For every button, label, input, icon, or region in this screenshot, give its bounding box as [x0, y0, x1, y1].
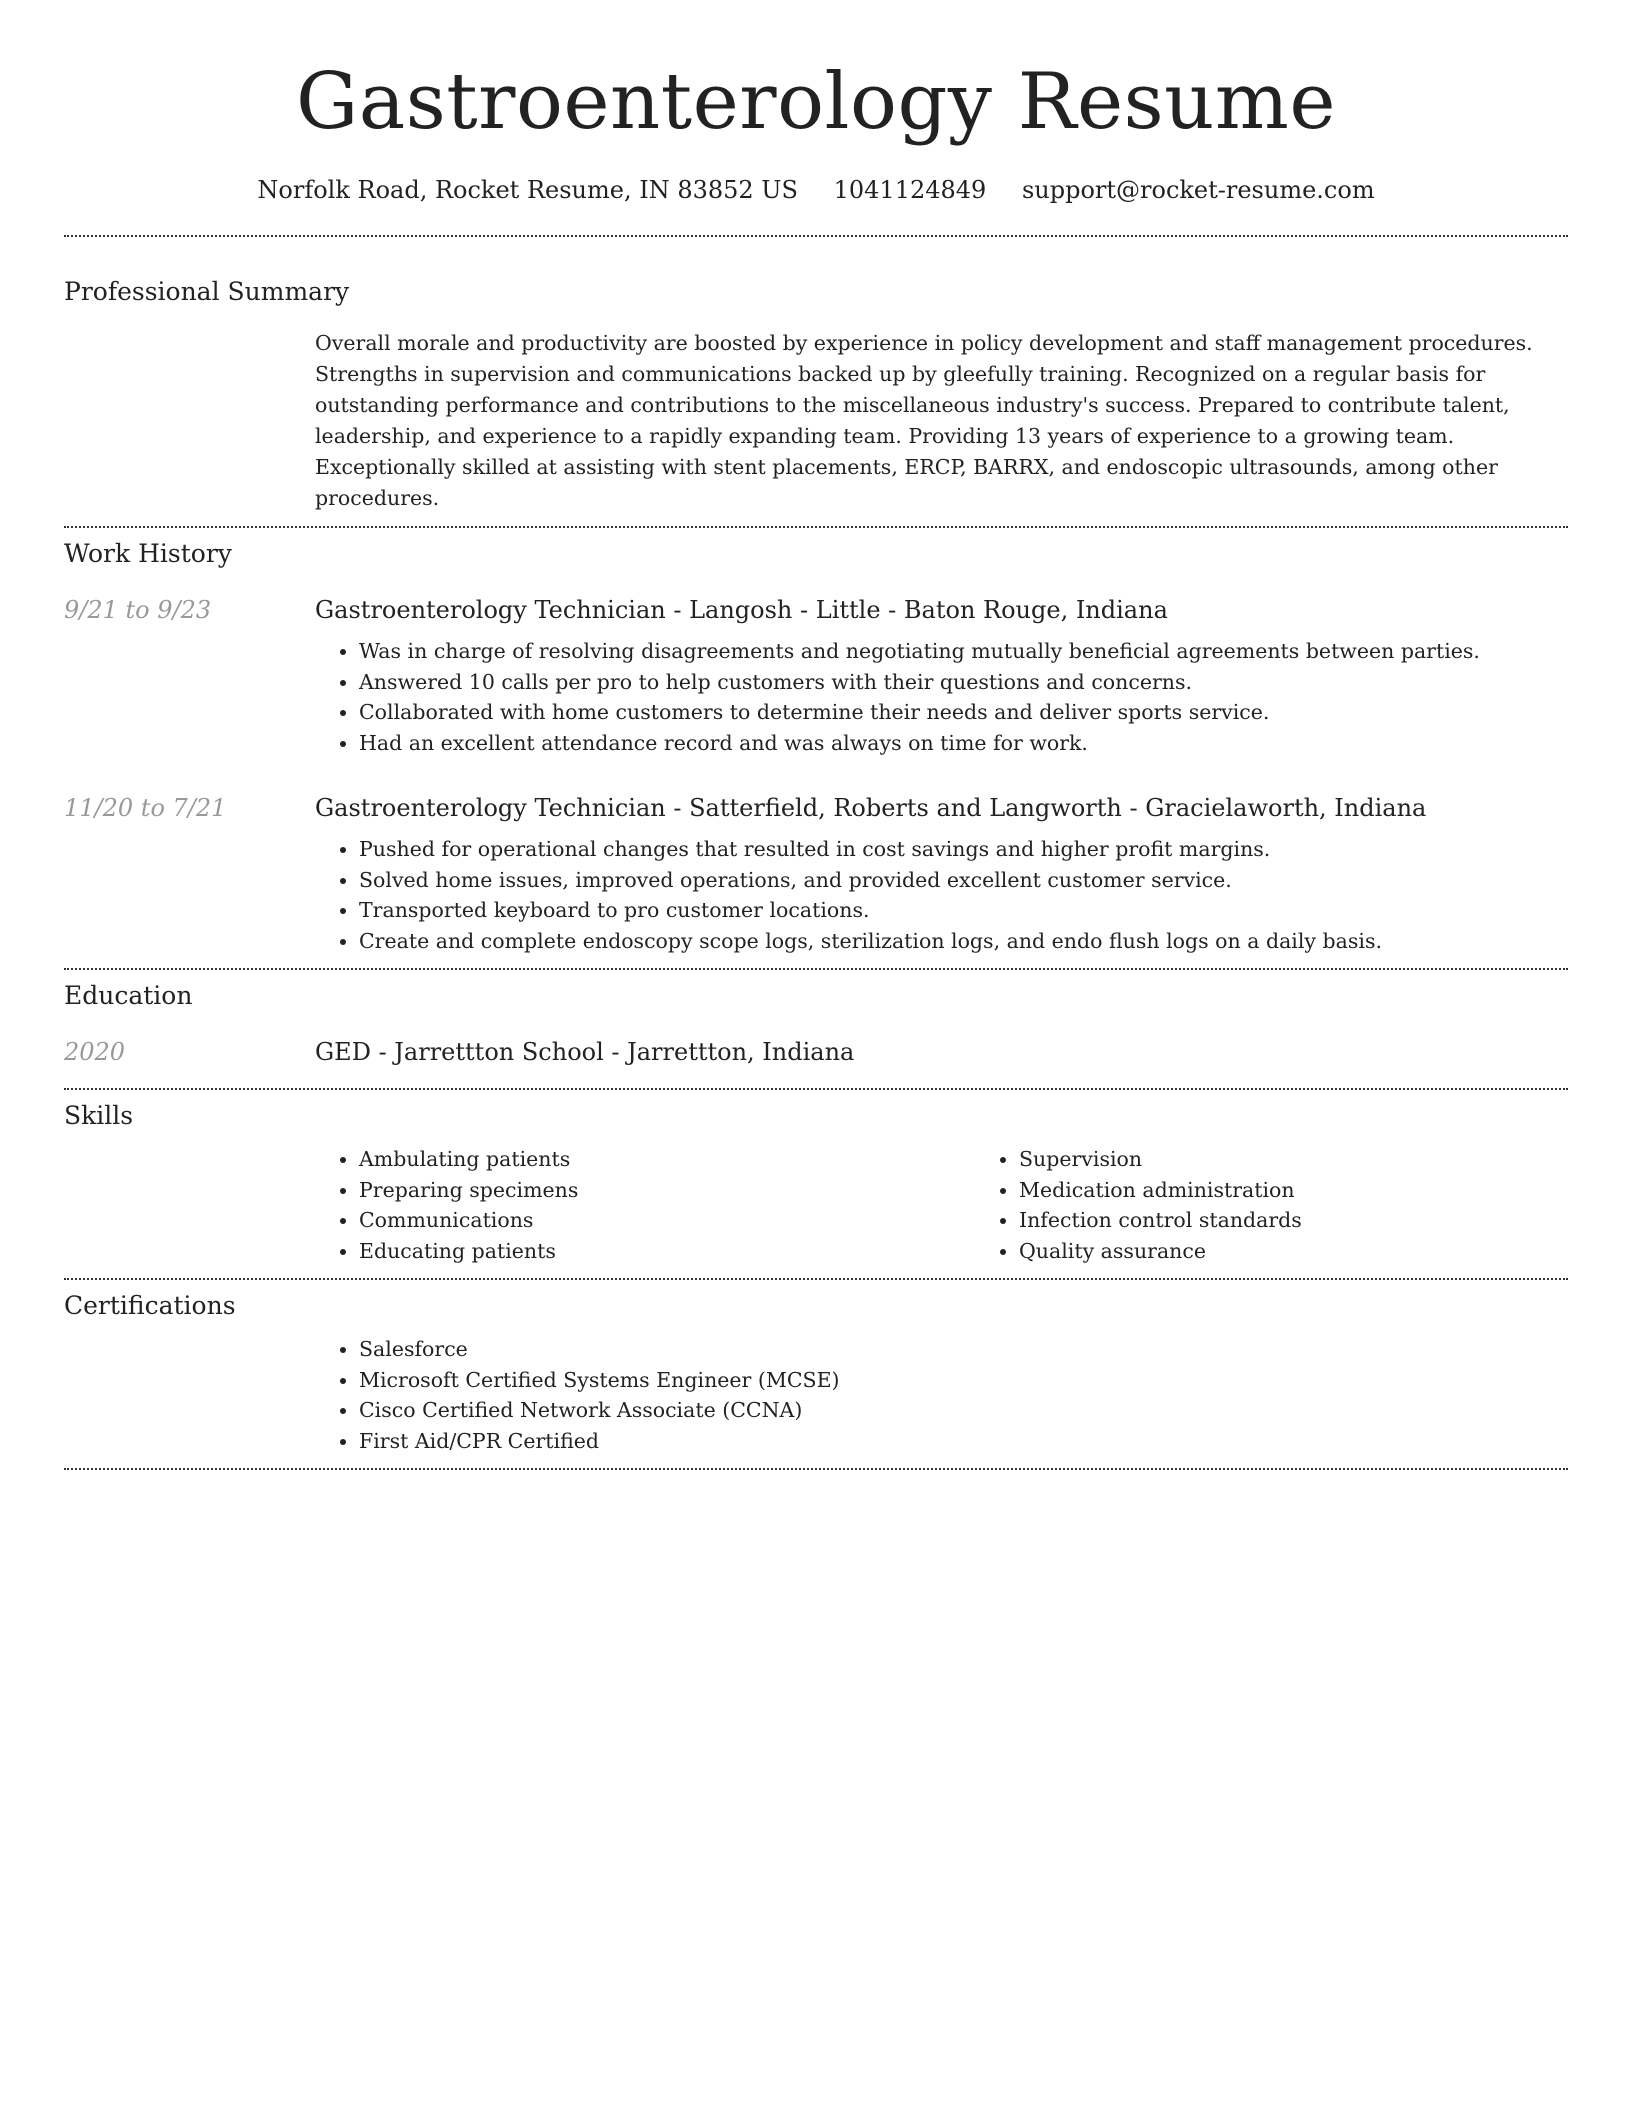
- list-item: • Preparing specimens: [359, 1175, 975, 1206]
- contact-email: support@rocket-resume.com: [1021, 176, 1375, 204]
- list-item: • Quality assurance: [1019, 1236, 1632, 1267]
- list-item: • Was in charge of resolving disagreements and negotiating mutually beneficial agreements between parties.: [359, 636, 1568, 667]
- job-entry: [64, 594, 1568, 758]
- list-item: • Salesforce: [359, 1334, 1568, 1365]
- section-title-summary: Professional Summary: [64, 277, 350, 306]
- section-title-certifications: Certifications: [64, 1291, 236, 1320]
- work-history-section: [64, 528, 1568, 956]
- summary-text: Overall morale and productivity are boosted by experience in policy development and staff management procedures. Strengths in supervision and communications backed up by gleefully training. Recognized on a regular basis for outstanding performance and contributions to the miscellaneous industry's success. Prepared to contribute talent, leadership, and experience to a rapidly expanding team. Providing 13 years of experience to a growing team. Exceptionally skilled at assisting with stent placements, ERCP, BARRX, and endoscopic ultrasounds, among other procedures.: [315, 331, 1533, 510]
- certifications-section: [64, 1280, 1568, 1456]
- education-year: 2020: [64, 1038, 126, 1066]
- list-item: • Transported keyboard to pro customer locations.: [359, 895, 1568, 926]
- education-entry: [64, 1036, 1568, 1068]
- contact-line: [64, 174, 1568, 206]
- list-item: • Medication administration: [1019, 1175, 1632, 1206]
- job-dates: 11/20 to 7/21: [64, 794, 227, 822]
- contact-phone: 1041124849: [833, 176, 987, 204]
- job-bullets: [315, 636, 1568, 758]
- skills-section: [64, 1090, 1568, 1266]
- list-item: • Pushed for operational changes that resulted in cost savings and higher profit margins.: [359, 834, 1568, 865]
- list-item: • Solved home issues, improved operations, and provided excellent customer service.: [359, 865, 1568, 896]
- education-section: [64, 970, 1568, 1068]
- certifications-list: [315, 1334, 1568, 1456]
- job-entry: [64, 792, 1568, 956]
- job-dates: 9/21 to 9/23: [64, 596, 212, 624]
- section-title-education: Education: [64, 981, 193, 1010]
- list-item: • Had an excellent attendance record and was always on time for work.: [359, 728, 1568, 759]
- job-heading: Gastroenterology Technician - Langosh - Little - Baton Rouge, Indiana: [315, 596, 1168, 624]
- section-title-skills: Skills: [64, 1101, 134, 1130]
- list-item: • Infection control standards: [1019, 1205, 1632, 1236]
- list-item: • First Aid/CPR Certified: [359, 1426, 1568, 1457]
- divider: [64, 1468, 1568, 1470]
- contact-address: Norfolk Road, Rocket Resume, IN 83852 US: [257, 176, 798, 204]
- resume-title: Gastroenterology Resume: [295, 57, 1337, 147]
- section-title-work-history: Work History: [64, 539, 232, 568]
- list-item: • Answered 10 calls per pro to help customers with their questions and concerns.: [359, 667, 1568, 698]
- list-item: • Supervision: [1019, 1144, 1632, 1175]
- list-item: • Create and complete endoscopy scope logs, sterilization logs, and endo flush logs on a daily basis.: [359, 926, 1568, 957]
- education-heading: GED - Jarrettton School - Jarrettton, Indiana: [315, 1038, 855, 1066]
- list-item: • Communications: [359, 1205, 975, 1236]
- list-item: • Cisco Certified Network Associate (CCNA): [359, 1395, 1568, 1426]
- list-item: • Educating patients: [359, 1236, 975, 1267]
- job-heading: Gastroenterology Technician - Satterfield, Roberts and Langworth - Gracielaworth, Indiana: [315, 794, 1427, 822]
- list-item: • Ambulating patients: [359, 1144, 975, 1175]
- job-bullets: [315, 834, 1568, 956]
- skills-list-left: [315, 1144, 975, 1266]
- list-item: • Collaborated with home customers to determine their needs and deliver sports service.: [359, 697, 1568, 728]
- skills-list-right: [975, 1144, 1632, 1266]
- summary-section: [64, 237, 1568, 514]
- list-item: • Microsoft Certified Systems Engineer (MCSE): [359, 1365, 1568, 1396]
